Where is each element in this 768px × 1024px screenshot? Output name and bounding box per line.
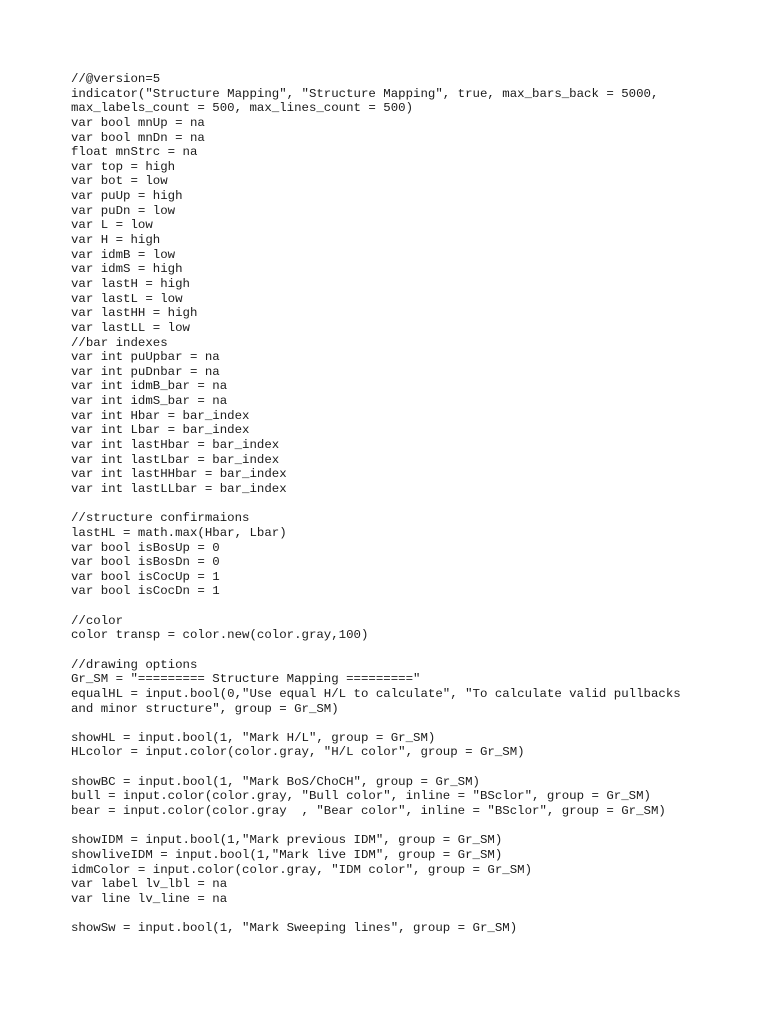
- code-line: showliveIDM = input.bool(1,"Mark live IDM", group = Gr_SM): [71, 847, 503, 862]
- code-line: showBC = input.bool(1, "Mark BoS/ChoCH", group = Gr_SM): [71, 774, 480, 789]
- code-line: var bool mnDn = na: [71, 130, 205, 145]
- code-line: var int lastHHbar = bar_index: [71, 467, 287, 482]
- code-line: HLcolor = input.color(color.gray, "H/L color", group = Gr_SM): [71, 745, 525, 760]
- code-line: var line lv_line = na: [71, 891, 228, 906]
- code-line: and minor structure", group = Gr_SM): [71, 701, 339, 716]
- code-line: showSw = input.bool(1, "Mark Sweeping lines", group = Gr_SM): [71, 921, 518, 936]
- code-line: //color: [71, 613, 124, 628]
- code-line: var lastLL = low: [71, 320, 190, 335]
- code-block: [71, 72, 731, 936]
- code-line: showHL = input.bool(1, "Mark H/L", group = Gr_SM): [71, 730, 436, 745]
- code-line: equalHL = input.bool(0,"Use equal H/L to calculate", "To calculate valid pullbacks: [71, 686, 681, 701]
- code-line: idmColor = input.color(color.gray, "IDM color", group = Gr_SM): [71, 862, 533, 877]
- code-line: var int Lbar = bar_index: [71, 423, 250, 438]
- code-line: var bool isBosUp = 0: [71, 540, 220, 555]
- code-line: var idmB = low: [71, 247, 176, 262]
- code-line: color transp = color.new(color.gray,100): [71, 628, 369, 643]
- code-line: var bot = low: [71, 174, 168, 189]
- code-line: //bar indexes: [71, 335, 168, 350]
- code-line: //structure confirmaions: [71, 511, 250, 526]
- code-line: var int puUpbar = na: [71, 350, 220, 365]
- code-line: var label lv_lbl = na: [71, 877, 228, 892]
- code-line: var int idmB_bar = na: [71, 379, 228, 394]
- code-line: var bool isCocUp = 1: [71, 569, 220, 584]
- code-line: max_labels_count = 500, max_lines_count = 500): [71, 101, 414, 116]
- code-line: lastHL = math.max(Hbar, Lbar): [71, 525, 287, 540]
- code-line: var int lastHbar = bar_index: [71, 438, 280, 453]
- code-line: [71, 907, 731, 922]
- code-line: var puUp = high: [71, 189, 183, 204]
- code-line: indicator("Structure Mapping", "Structure Mapping", true, max_bars_back = 5000,: [71, 86, 659, 101]
- code-line: [71, 760, 731, 775]
- code-line: //@version=5: [71, 72, 161, 86]
- code-line: //drawing options: [71, 657, 198, 672]
- code-line: Gr_SM = "========= Structure Mapping =========": [71, 672, 421, 687]
- code-line: [71, 716, 731, 731]
- code-line: var L = low: [71, 218, 153, 233]
- code-line: showIDM = input.bool(1,"Mark previous IDM", group = Gr_SM): [71, 833, 503, 848]
- code-line: [71, 599, 731, 614]
- code-line: var top = high: [71, 159, 176, 174]
- code-line: var int Hbar = bar_index: [71, 408, 250, 423]
- code-line: var int puDnbar = na: [71, 364, 220, 379]
- code-line: var puDn = low: [71, 203, 176, 218]
- code-line: var bool isBosDn = 0: [71, 555, 220, 570]
- code-line: var lastL = low: [71, 291, 183, 306]
- code-line: bear = input.color(color.gray , "Bear color", inline = "BSclor", group = Gr_SM): [71, 804, 666, 819]
- code-line: var bool isCocDn = 1: [71, 584, 220, 599]
- code-line: var int lastLbar = bar_index: [71, 452, 280, 467]
- code-line: var lastH = high: [71, 276, 190, 291]
- code-line: var int idmS_bar = na: [71, 394, 228, 409]
- code-line: [71, 497, 731, 512]
- code-line: float mnStrc = na: [71, 145, 198, 160]
- code-line: var lastHH = high: [71, 306, 198, 321]
- code-line: var int lastLLbar = bar_index: [71, 481, 287, 496]
- code-line: var H = high: [71, 233, 161, 248]
- code-line: [71, 643, 731, 658]
- code-line: var idmS = high: [71, 262, 183, 277]
- code-line: bull = input.color(color.gray, "Bull color", inline = "BSclor", group = Gr_SM): [71, 789, 651, 804]
- code-line: [71, 819, 731, 834]
- code-line: var bool mnUp = na: [71, 115, 205, 130]
